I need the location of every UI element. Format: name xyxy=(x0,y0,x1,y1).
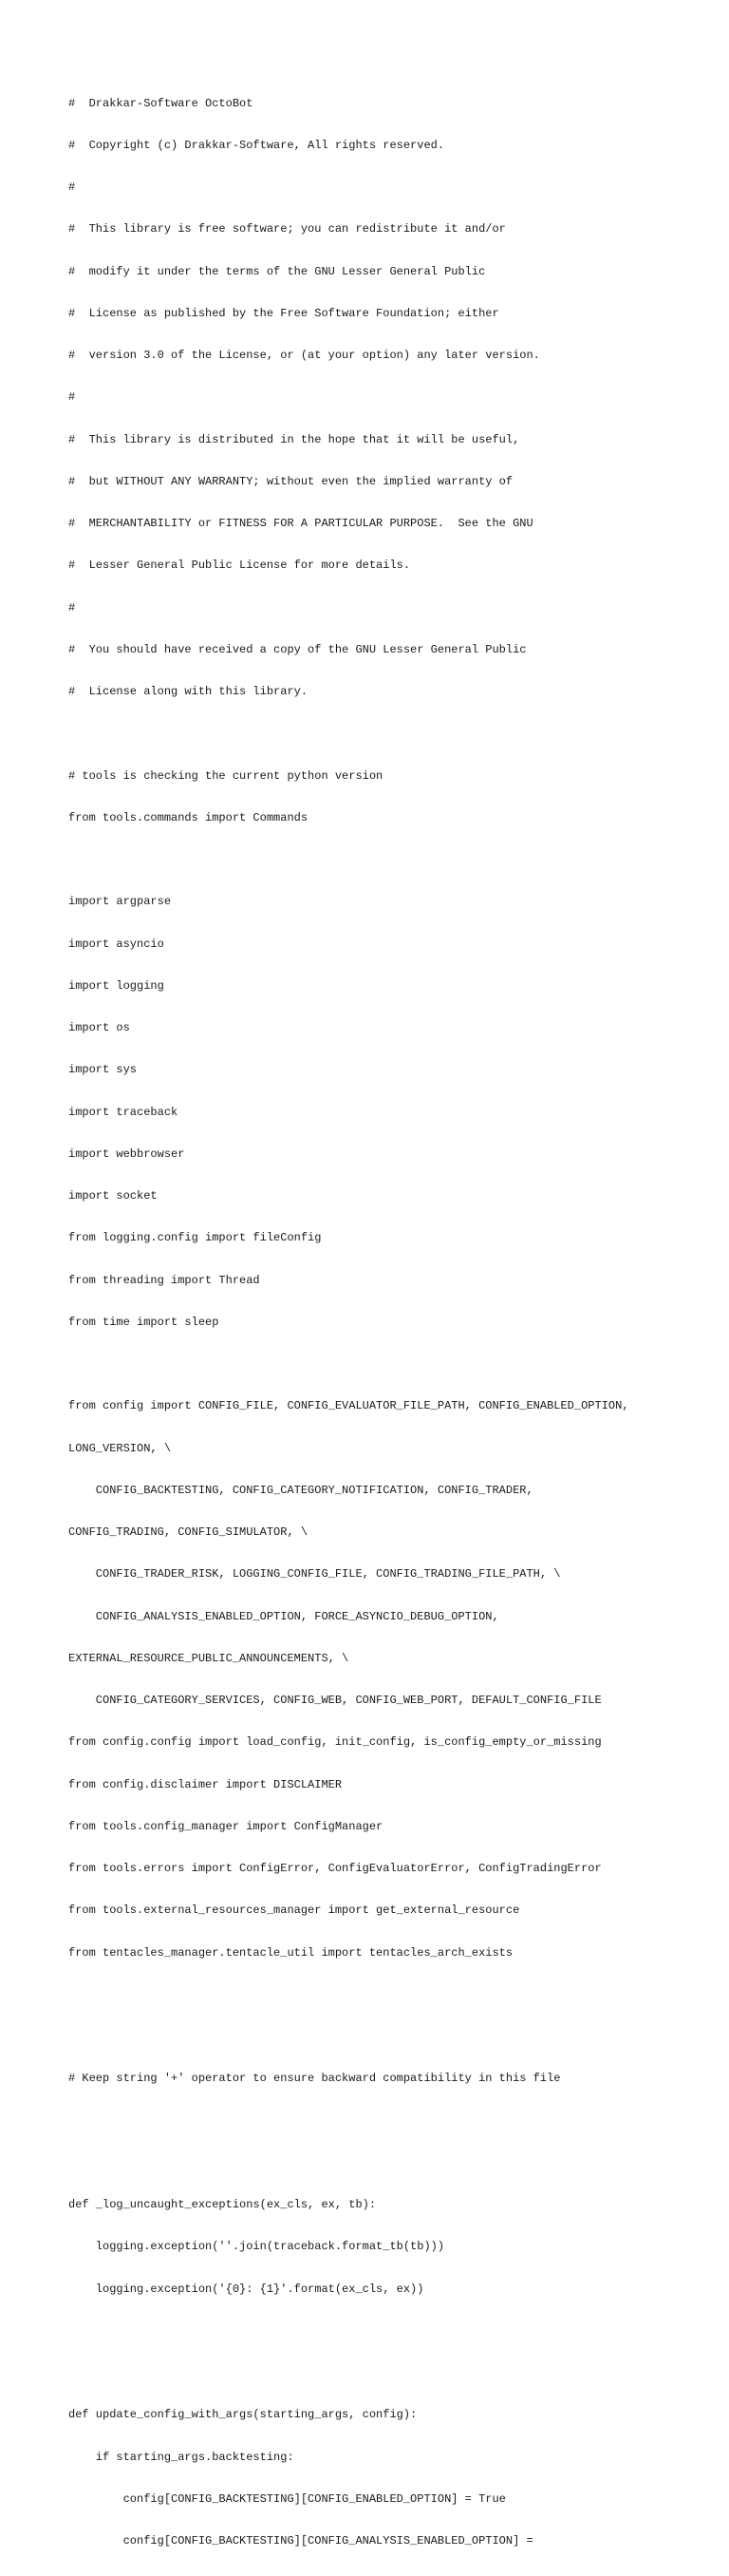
code-line: # but WITHOUT ANY WARRANTY; without even the implied warranty of xyxy=(68,474,514,488)
code-line: logging.exception('{0}: {1}'.format(ex_cls, ex)) xyxy=(68,2282,424,2296)
code-line: logging.exception(''.join(traceback.format_tb(tb))) xyxy=(68,2240,445,2254)
code-line: # xyxy=(68,600,76,615)
code-line: from config.disclaimer import DISCLAIMER xyxy=(68,1777,343,1791)
code-line xyxy=(68,2114,714,2129)
code-line: CONFIG_TRADER_RISK, LOGGING_CONFIG_FILE, CONFIG_TRADING_FILE_PATH, \ xyxy=(68,1567,561,1582)
code-line: import os xyxy=(68,1021,130,1034)
code-line: from tools.config_manager import ConfigManager xyxy=(68,1819,383,1833)
code-line xyxy=(68,727,714,741)
code-line xyxy=(68,2030,714,2044)
source-code-block xyxy=(68,68,714,2576)
code-line: # Lesser General Public License for more details. xyxy=(68,559,411,573)
code-line: import socket xyxy=(68,1189,158,1203)
code-line: # version 3.0 of the License, or (at your option) any later version. xyxy=(68,349,540,362)
code-line xyxy=(68,1357,714,1372)
code-line: # xyxy=(68,390,76,405)
code-line: if starting_args.backtesting: xyxy=(68,2450,294,2464)
code-line xyxy=(68,2324,714,2339)
code-line: # You should have received a copy of the GNU Lesser General Public xyxy=(68,642,527,656)
code-line: from config.config import load_config, init_config, is_config_empty_or_missing xyxy=(68,1735,602,1750)
code-line: config[CONFIG_BACKTESTING][CONFIG_ENABLED_OPTION] = True xyxy=(68,2491,506,2506)
code-line: # Copyright (c) Drakkar-Software, All rights reserved. xyxy=(68,138,445,152)
code-line: import traceback xyxy=(68,1105,178,1119)
code-line: LONG_VERSION, \ xyxy=(68,1441,172,1455)
code-line: from config import CONFIG_FILE, CONFIG_EVALUATOR_FILE_PATH, CONFIG_ENABLED_OPTION, xyxy=(68,1399,629,1413)
code-line: import asyncio xyxy=(68,937,164,951)
code-line: from logging.config import fileConfig xyxy=(68,1231,322,1245)
code-line: # License as published by the Free Software Foundation; either xyxy=(68,306,499,320)
code-line: # This library is distributed in the hope that it will be useful, xyxy=(68,432,520,446)
code-line: import argparse xyxy=(68,895,172,909)
code-line xyxy=(68,1988,714,2002)
code-line: config[CONFIG_BACKTESTING][CONFIG_ANALYSIS_ENABLED_OPTION] = xyxy=(68,2534,533,2548)
code-line: import webbrowser xyxy=(68,1146,185,1161)
code-line: EXTERNAL_RESOURCE_PUBLIC_ANNOUNCEMENTS, \ xyxy=(68,1651,349,1665)
code-line: def _log_uncaught_exceptions(ex_cls, ex, tb): xyxy=(68,2198,377,2211)
code-line: CONFIG_ANALYSIS_ENABLED_OPTION, FORCE_ASYNCIO_DEBUG_OPTION, xyxy=(68,1609,499,1623)
code-line: CONFIG_TRADING, CONFIG_SIMULATOR, \ xyxy=(68,1525,308,1539)
code-line xyxy=(68,2366,714,2380)
code-line: # xyxy=(68,180,76,194)
code-line: import sys xyxy=(68,1063,138,1077)
code-line: # MERCHANTABILITY or FITNESS FOR A PARTICULAR PURPOSE. See the GNU xyxy=(68,517,533,530)
code-line: from tools.errors import ConfigError, ConfigEvaluatorError, ConfigTradingError xyxy=(68,1862,602,1875)
code-line: CONFIG_BACKTESTING, CONFIG_CATEGORY_NOTIFICATION, CONFIG_TRADER, xyxy=(68,1483,533,1497)
code-line: from threading import Thread xyxy=(68,1273,260,1287)
code-line xyxy=(68,2156,714,2170)
code-line: import logging xyxy=(68,978,164,993)
code-line: # License along with this library. xyxy=(68,685,308,698)
code-line xyxy=(68,853,714,867)
code-line: from tentacles_manager.tentacle_util import tentacles_arch_exists xyxy=(68,1945,514,1960)
code-line: from time import sleep xyxy=(68,1315,219,1329)
code-line: # Drakkar-Software OctoBot xyxy=(68,96,253,110)
code-line: CONFIG_CATEGORY_SERVICES, CONFIG_WEB, CONFIG_WEB_PORT, DEFAULT_CONFIG_FILE xyxy=(68,1694,602,1707)
code-line: def update_config_with_args(starting_args, config): xyxy=(68,2408,418,2422)
code-line: # Keep string '+' operator to ensure backward compatibility in this file xyxy=(68,2072,561,2086)
code-line: # tools is checking the current python version xyxy=(68,768,383,783)
code-line: # modify it under the terms of the GNU Lesser General Public xyxy=(68,264,486,278)
code-line: # This library is free software; you can redistribute it and/or xyxy=(68,222,506,237)
code-line: from tools.external_resources_manager import get_external_resource xyxy=(68,1904,520,1918)
code-line: from tools.commands import Commands xyxy=(68,810,308,824)
